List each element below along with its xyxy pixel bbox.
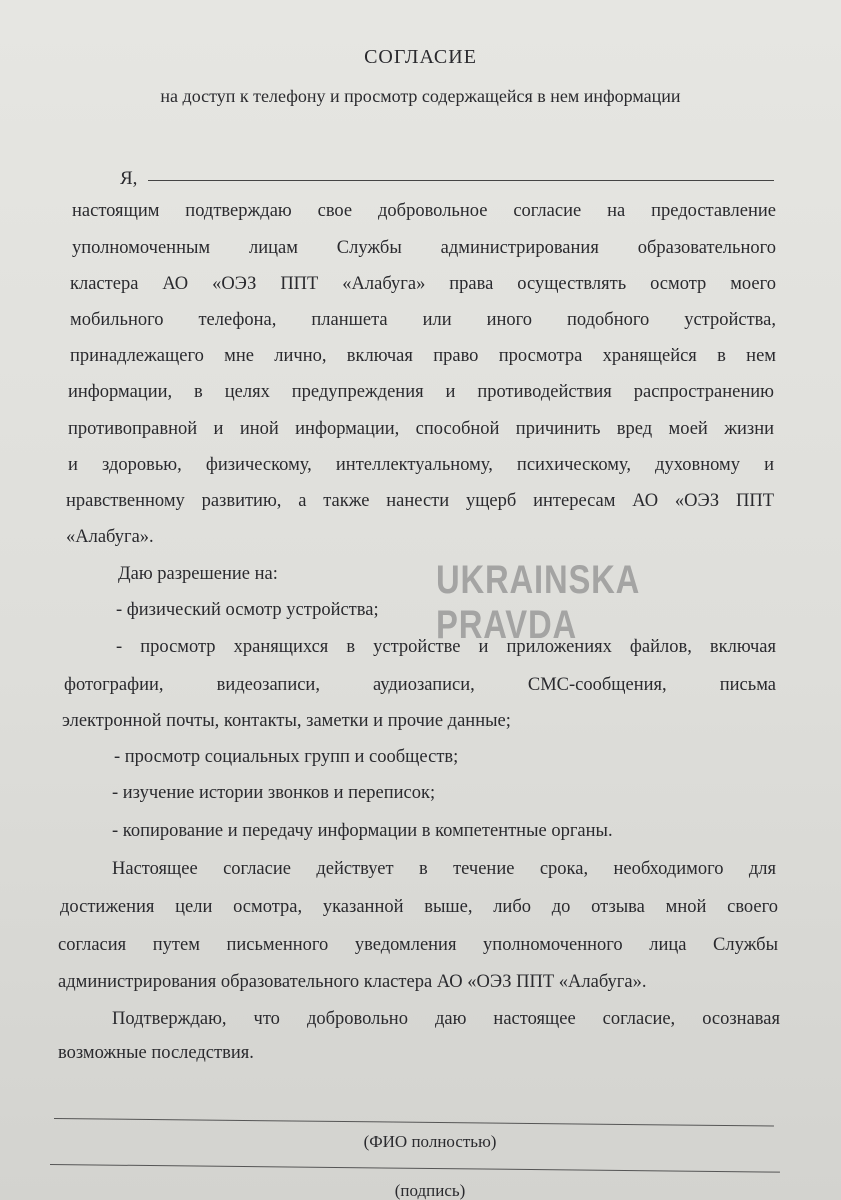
paragraph-line: кластера АО «ОЭЗ ППТ «Алабуга» права осуществлять осмотр моего: [70, 274, 776, 294]
document-subtitle: на доступ к телефону и просмотр содержащейся в нем информации: [160, 86, 681, 106]
permission-item: - копирование и передачу информации в компетентные органы.: [112, 821, 613, 841]
permission-item: - изучение истории звонков и переписок;: [112, 783, 436, 803]
paragraph-line: Настоящее согласие действует в течение срока, необходимого для: [112, 859, 776, 879]
paragraph-line: информации, в целях предупреждения и противодействия распространению: [68, 382, 774, 402]
paragraph-line: настоящим подтверждаю свое добровольное согласие на предоставление: [72, 201, 776, 221]
paragraph-line: принадлежащего мне лично, включая право просмотра хранящейся в нем: [70, 346, 776, 366]
watermark: UKRAINSKA PRAVDA: [436, 558, 639, 647]
permission-item: фотографии, видеозаписи, аудиозаписи, СМС-сообщения, письма: [64, 675, 776, 695]
permission-intro: Даю разрешение на:: [118, 564, 278, 584]
ya-label: Я,: [120, 168, 138, 189]
paragraph-line: администрирования образовательного кластера АО «ОЭЗ ППТ «Алабуга».: [58, 972, 647, 992]
paragraph-line: достижения цели осмотра, указанной выше, либо до отзыва мной своего: [60, 897, 778, 917]
name-fill-line: [148, 180, 774, 181]
permission-item: - просмотр хранящихся в устройстве и приложениях файлов, включая: [116, 637, 776, 657]
paragraph-line: и здоровью, физическому, интеллектуальному, психическому, духовному и: [68, 455, 774, 475]
paragraph-line: согласия путем письменного уведомления уполномоченного лица Службы: [58, 935, 778, 955]
full-name-caption: (ФИО полностью): [363, 1132, 497, 1151]
paragraph-line: противоправной и иной информации, способной причинить вред моей жизни: [68, 419, 774, 439]
full-name-line: [54, 1118, 774, 1127]
permission-item: - просмотр социальных групп и сообществ;: [114, 747, 459, 767]
paragraph-line: мобильного телефона, планшета или иного подобного устройства,: [70, 310, 776, 330]
signature-line: [50, 1164, 780, 1173]
paragraph-line: «Алабуга».: [66, 527, 154, 547]
document-title: СОГЛАСИЕ: [364, 46, 477, 68]
paragraph-line: возможные последствия.: [58, 1043, 254, 1063]
paragraph-line: Подтверждаю, что добровольно даю настоящее согласие, осознавая: [112, 1009, 780, 1029]
permission-item: - физический осмотр устройства;: [116, 600, 379, 620]
permission-item: электронной почты, контакты, заметки и прочие данные;: [62, 711, 511, 731]
paragraph-line: нравственному развитию, а также нанести ущерб интересам АО «ОЭЗ ППТ: [66, 491, 774, 511]
signature-caption: (подпись): [394, 1181, 466, 1200]
paragraph-line: уполномоченным лицам Службы администрирования образовательного: [72, 238, 776, 258]
